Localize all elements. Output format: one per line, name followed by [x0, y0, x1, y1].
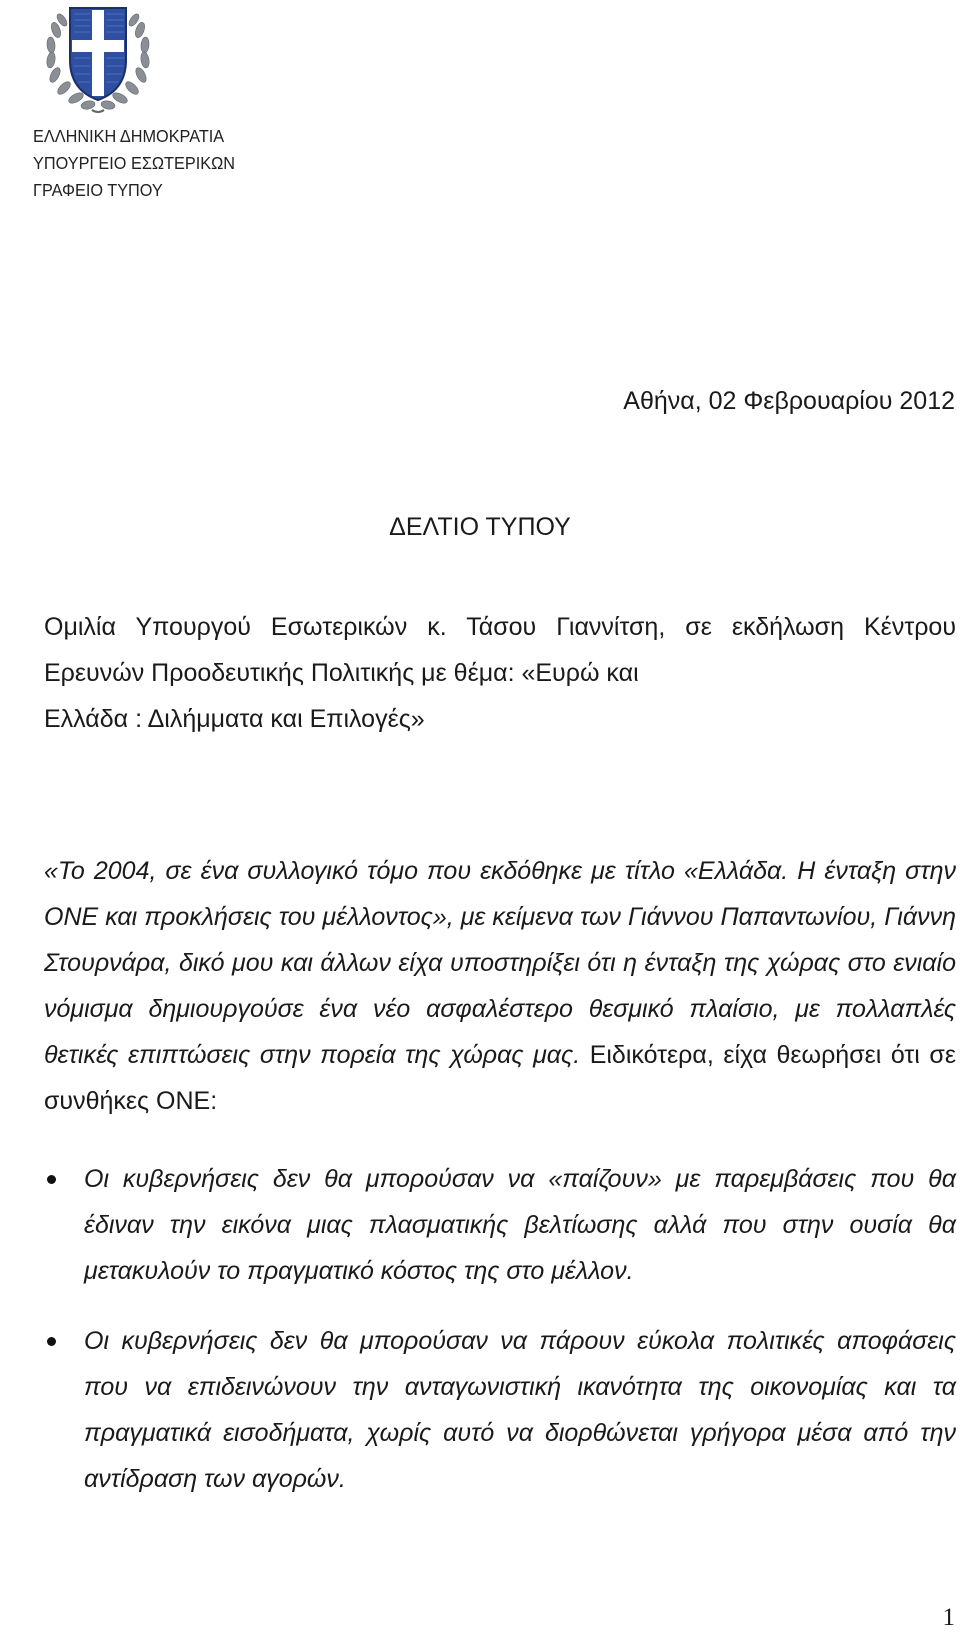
header-line-press-office: ΓΡΑΦΕΙΟ ΤΥΠΟΥ: [33, 180, 163, 200]
issuer-header: [33, 123, 250, 204]
header-line-ministry: ΥΠΟΥΡΓΕΙΟ ΕΣΩΤΕΡΙΚΩΝ: [33, 153, 236, 173]
subject-block: [44, 604, 956, 742]
bullet-dot-icon: [47, 1175, 56, 1184]
bullet-text: Οι κυβερνήσεις δεν θα μπορούσαν να πάρουν εύκολα πολιτικές αποφάσεις που να επιδεινώνουν την ανταγωνιστική ικανότητα της οικονομίας και τα πραγματικά εισοδήματα, χωρίς αυτό να διορθώνεται γρήγορα μέσα από την αντίδραση των αγορών.: [84, 1327, 956, 1493]
document-date: Αθήνα, 02 Φεβρουαρίου 2012: [623, 387, 955, 415]
bullet-list: [44, 1156, 956, 1526]
body-quote-italic: «Το 2004, σε ένα συλλογικό τόμο που εκδόθηκε με τίτλο «Ελλάδα. Η ένταξη στην ΟΝΕ και προκλήσεις του μέλλοντος», με κείμενα των Γιάννου Παπαντωνίου, Γιάννη Στουρνάρα, δικό μου και άλλων είχα υποστηρίξει ότι η ένταξη της χώρας στο ενιαίο νόμισμα δημιουργούσε ένα νέο ασφαλέστερο θεσμικό πλαίσιο, με πολλαπλές θετικές επιπτώσεις στην πορεία της χώρας μας.: [44, 857, 956, 1069]
subject-text: Ομιλία Υπουργού Εσωτερικών κ. Τάσου Γιαννίτση, σε εκδήλωση Κέντρου Ερευνών Προοδευτικής Πολιτικής με θέμα: «Ευρώ και: [44, 613, 956, 687]
header-line-republic: ΕΛΛΗΝΙΚΗ ΔΗΜΟΚΡΑΤΙΑ: [33, 126, 225, 146]
list-item: [44, 1318, 956, 1502]
document-title: ΔΕΛΤΙΟ ΤΥΠΟΥ: [389, 513, 571, 541]
bullet-text: Οι κυβερνήσεις δεν θα μπορούσαν να «παίζουν» με παρεμβάσεις που θα έδιναν την εικόνα μιας πλασματικής βελτίωσης αλλά που στην ουσία θα μετακυλούν το πραγματικό κόστος της στο μέλλον.: [84, 1165, 956, 1285]
body-regular-text: Ειδικότερα, είχα θεωρήσει ότι σε συνθήκες ΟΝΕ:: [44, 1041, 956, 1115]
body-paragraph: [44, 848, 956, 1124]
page-number: 1: [942, 1604, 955, 1631]
bullet-dot-icon: [47, 1337, 56, 1346]
greek-coat-of-arms-icon: [42, 0, 154, 116]
subject-text-tail: Ελλάδα : Διλήμματα και Επιλογές»: [44, 705, 425, 733]
list-item: [44, 1156, 956, 1294]
